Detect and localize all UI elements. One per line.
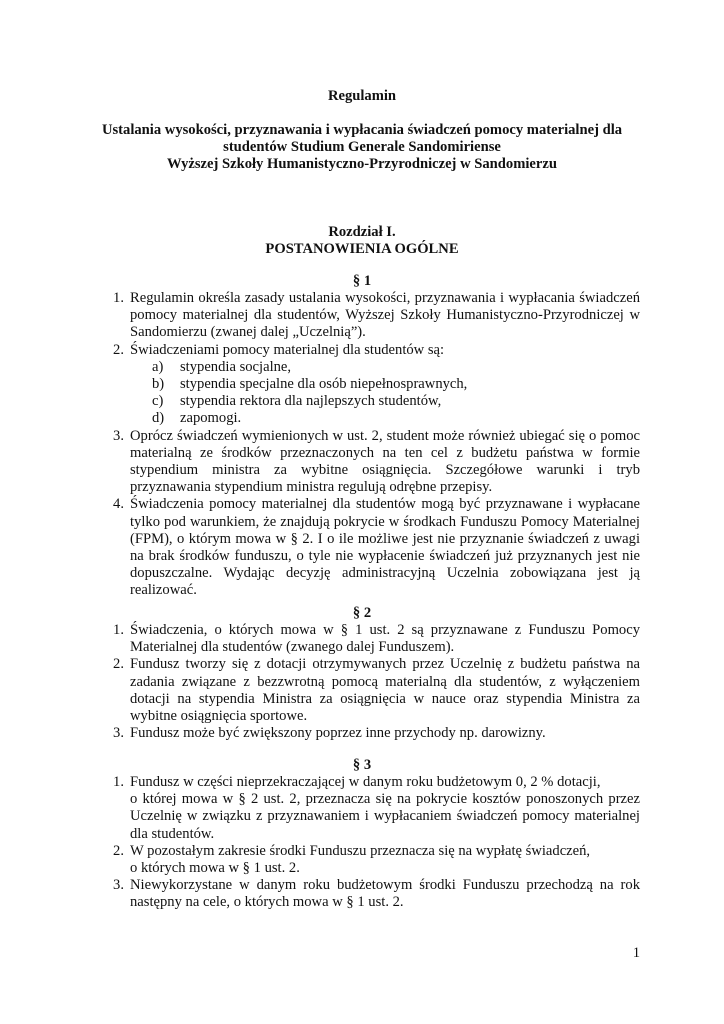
section-3-list [100,774,640,912]
sub-item [130,359,640,376]
document-subtitle-line-2: studentów Studium Generale Sandomiriense [223,139,501,155]
section-1-heading: § 1 [352,273,372,289]
document-subtitle-line-3: Wyższej Szkoły Humanistyczno-Przyrodniczej w Sandomierzu [167,156,557,172]
list-item [100,342,640,428]
item-text-first-line: W pozostałym zakresie środki Funduszu przeznacza się na wypłatę świadczeń, [130,842,591,859]
list-item [100,843,640,877]
section-2-list [100,622,640,742]
item-text: Świadczenia pomocy materialnej dla studentów mogą być przyznawane i wypłacane tylko pod warunkiem, że znajdują pokrycie w środkach Funduszu Pomocy Materialnej (FPM), o którym mowa w § 2. I o ile możliwe jest nie przyznanie świadczeń z uwagi na brak środków funduszu, o tyle nie wypłacenie świadczeń już przyznanych jest nie dopuszczalne. Wydając decyzję administracyjną Uczelnia zobowiązana jest ją realizować. [130,496,640,599]
item-number: 1. [113,290,124,306]
sub-item [130,376,640,393]
list-item [100,290,640,342]
item-text: o której mowa w § 2 ust. 2, przeznacza się na pokrycie kosztów ponoszonych przez Uczelnię w związku z przyznawaniem i wypłacaniem świadczeń pomocy materialnej dla studentów. [130,791,640,842]
section-1-list [100,290,640,600]
list-item [100,656,640,725]
item-text: Regulamin określa zasady ustalania wysokości, przyznawania i wypłacania świadczeń pomocy materialnej dla studentów, Wyższej Szkoły Humanistyczno-Przyrodniczej w Sandomierzu (zwanej dalej „Uczelnią”). [130,290,640,341]
sub-item-letter: a) [152,358,164,375]
sub-item-text: zapomogi. [180,410,242,427]
sub-item-text: stypendia socjalne, [180,358,292,375]
item-text: Świadczenia, o których mowa w § 1 ust. 2 są przyznawane z Funduszu Pomocy Materialnej dla studentów (zwanego dalej Funduszem). [130,622,640,656]
item-number: 3. [113,877,124,894]
item-number: 2. [113,842,124,859]
sub-item-text: stypendia specjalne dla osób niepełnosprawnych, [180,376,468,393]
item-number: 3. [113,725,124,742]
sub-item-letter: c) [152,393,164,410]
list-item [100,725,640,742]
list-item [100,622,640,656]
item-text: o których mowa w § 1 ust. 2. [130,860,300,877]
item-text-first-line: Fundusz w części nieprzekraczającej w danym roku budżetowym 0, 2 % dotacji, [130,774,601,790]
item-number: 1. [113,774,124,790]
list-item [100,774,640,843]
document-subtitle-line-1: Ustalania wysokości, przyznawania i wypłacania świadczeń pomocy materialnej dla [101,122,623,138]
section-2-heading: § 2 [352,605,372,621]
item-text: Fundusz może być zwiększony poprzez inne przychody np. darowizny. [130,725,546,742]
list-item [100,428,640,497]
item-number: 2. [113,341,124,358]
list-item [100,877,640,911]
item-text: Fundusz tworzy się z dotacji otrzymywanych przez Uczelnię z budżetu państwa na zadania związane z bezzwrotną pomocą materialną dla studentów, z wyłączeniem dotacji na stypendia Ministra za osiągnięcia w nauce oraz stypendia Ministra za wybitne osiągnięcia sportowe. [130,656,640,725]
document-title: Regulamin [327,88,397,104]
item-text: Świadczeniami pomocy materialnej dla studentów są: [130,341,445,358]
page-number: 1 [632,945,640,961]
sub-item-letter: d) [152,410,165,427]
chapter-title: POSTANOWIENIA OGÓLNE [265,241,459,257]
item-text: Niewykorzystane w danym roku budżetowym środki Funduszu przechodzą na rok następny na cele, o których mowa w § 1 ust. 2. [130,877,640,911]
item-number: 3. [113,427,124,444]
item-number: 2. [113,656,124,673]
sub-item-text: stypendia rektora dla najlepszych studentów, [180,393,442,410]
sub-item [130,410,640,427]
list-item [100,496,640,599]
section-3-heading: § 3 [352,757,372,773]
item-number: 1. [113,622,124,638]
chapter-number: Rozdział I. [328,224,396,240]
sub-item-letter: b) [152,376,165,393]
item-number: 4. [113,496,124,513]
sub-item [130,393,640,410]
item-text: Oprócz świadczeń wymienionych w ust. 2, student może również ubiegać się o pomoc materialną ze środków przeznaczonych na ten cel z budżetu państwa w formie stypendium ministra za wybitne osiągnięcia. Szczegółowe warunki i tryb przyznawania stypendium ministra regulują odrębne przepisy. [130,427,640,496]
